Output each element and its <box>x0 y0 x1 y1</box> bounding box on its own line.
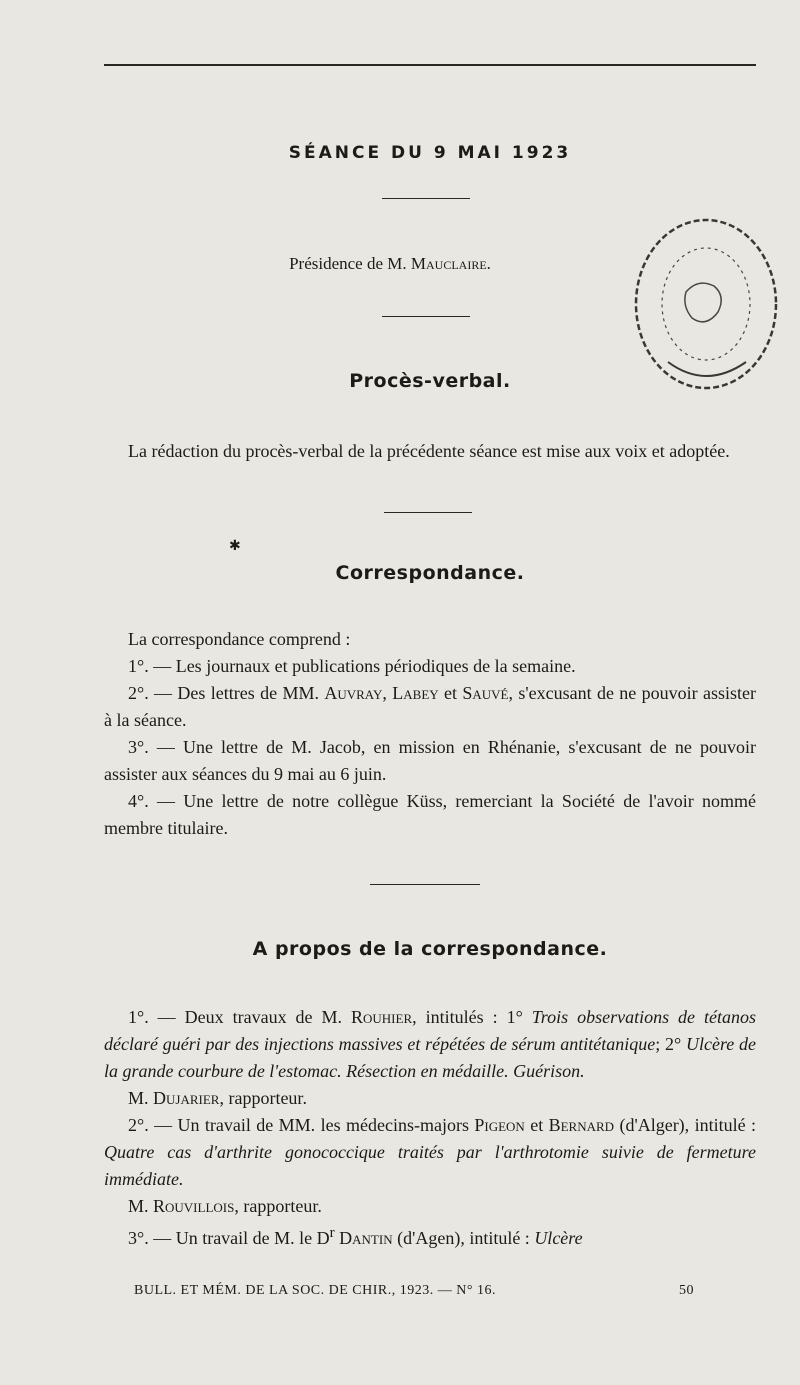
person-name: Rouhier <box>351 1007 413 1027</box>
person-name: Bernard <box>548 1115 615 1135</box>
person-name: Sauvé <box>462 683 509 703</box>
footer-citation: BULL. ET MÉM. DE LA SOC. DE CHIR., 1923. — N° 16. <box>134 1283 496 1298</box>
rapporteur-line <box>104 1193 756 1220</box>
a-propos-heading: A propos de la correspondance. <box>252 938 608 960</box>
person-name: Pigeon <box>474 1115 525 1135</box>
item-text: , s'excusant de ne pouvoir assister à la séance. <box>104 683 757 730</box>
item-text: et <box>524 1115 549 1135</box>
rapporteur-line <box>104 1085 756 1112</box>
work-title: Trois observations de tétanos déclaré guéri par des injections massives et répétées de sérum antitétanique <box>104 1007 757 1054</box>
page-number: 50 <box>679 1283 694 1298</box>
divider <box>382 198 470 199</box>
ink-mark-icon: ✱ <box>229 539 241 554</box>
list-item <box>104 680 756 734</box>
list-item <box>104 1112 756 1193</box>
correspondance-body <box>104 626 756 842</box>
proces-verbal-text: La rédaction du procès-verbal de la précédente séance est mise aux voix et adoptée. <box>128 441 730 461</box>
divider <box>382 316 470 317</box>
item-text: M. <box>128 1088 154 1108</box>
proces-verbal-heading: Procès-verbal. <box>349 370 511 392</box>
item-text: (d'Alger), intitulé : <box>614 1115 756 1135</box>
a-propos-body <box>104 1004 756 1252</box>
person-name: Dantin <box>339 1228 393 1248</box>
president-name: Mauclaire. <box>410 254 491 273</box>
item-text: (d'Agen), intitulé : <box>392 1228 535 1248</box>
person-name: Rouvillois <box>153 1196 235 1216</box>
item-text: 1°. — Deux travaux de M. <box>128 1007 352 1027</box>
work-title: Ulcère de la grande courbure de l'estomac. Résection en médaille. Guérison. <box>104 1034 757 1081</box>
divider <box>384 512 472 513</box>
work-title: Ulcère <box>534 1228 583 1248</box>
item-text: , rapporteur. <box>234 1196 322 1216</box>
correspondance-intro: La correspondance comprend : <box>128 629 351 649</box>
item-text: , <box>382 683 393 703</box>
superscript: r <box>329 1225 335 1241</box>
top-rule <box>104 64 756 66</box>
item-text: et <box>438 683 463 703</box>
item-text: 2°. — Des lettres de MM. <box>128 683 325 703</box>
session-title: SÉANCE DU 9 MAI 1923 <box>288 143 572 163</box>
work-title: Quatre cas d'arthrite gonococcique traités par l'arthrotomie suivie de fermeture immédiate. <box>104 1142 756 1189</box>
correspondance-heading: Correspondance. <box>335 562 525 584</box>
page-footer <box>134 1283 694 1299</box>
person-name: Auvray <box>324 683 383 703</box>
list-item: 3°. — Une lettre de M. Jacob, en mission en Rhénanie, s'excusant de ne pouvoir assister aux séances du 9 mai au 6 juin. <box>104 737 756 784</box>
item-text: 3°. — Un travail de M. le D <box>128 1228 330 1248</box>
item-text: ; 2° <box>655 1034 686 1054</box>
divider <box>370 884 480 885</box>
list-item <box>104 1220 756 1252</box>
list-item <box>104 1004 756 1085</box>
item-text: 2°. — Un travail de MM. les médecins-majors <box>128 1115 475 1135</box>
list-item: 4°. — Une lettre de notre collègue Küss, remerciant la Société de l'avoir nommé membre titulaire. <box>104 791 756 838</box>
item-text: , intitulés : 1° <box>412 1007 532 1027</box>
person-name: Labey <box>392 683 439 703</box>
item-text: , rapporteur. <box>219 1088 307 1108</box>
list-item: 1°. — Les journaux et publications périodiques de la semaine. <box>128 656 576 676</box>
presidence-prefix: Présidence de M. <box>289 254 411 273</box>
item-text: M. <box>128 1196 154 1216</box>
proces-verbal-body <box>104 438 756 465</box>
person-name: Dujarier <box>153 1088 220 1108</box>
presidence-line <box>104 254 676 274</box>
